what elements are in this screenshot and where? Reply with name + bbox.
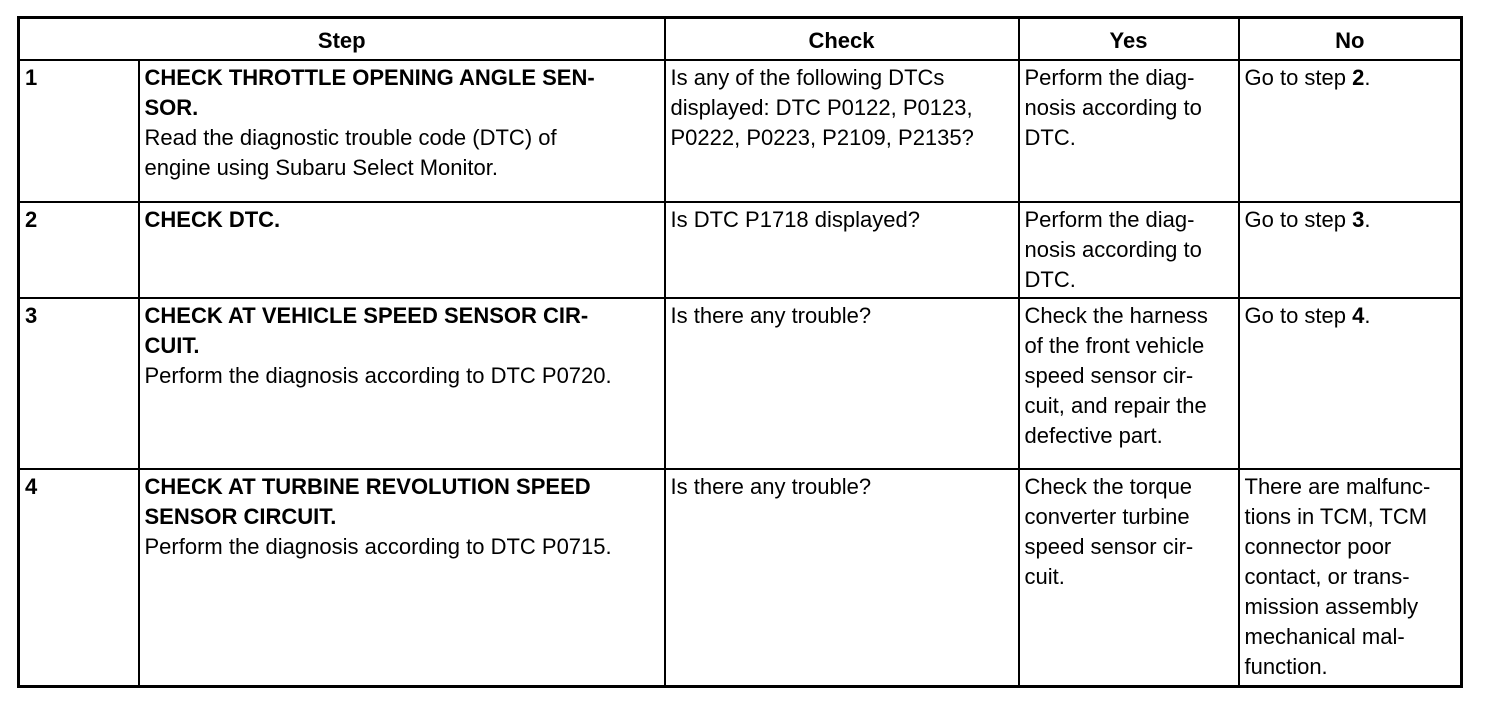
- no-cell: [1239, 298, 1462, 469]
- step-description: [139, 469, 665, 687]
- no-prefix: Go to step: [1244, 65, 1353, 90]
- no-step-link: 4: [1352, 303, 1365, 328]
- no-cell: [1239, 469, 1462, 687]
- yes-line: DTC.: [1024, 125, 1076, 150]
- step-description: [139, 202, 665, 298]
- no-step-link: 2: [1352, 65, 1365, 90]
- table-row: [19, 298, 1462, 469]
- yes-line: cuit.: [1024, 564, 1065, 589]
- no-line: mechanical mal-: [1244, 624, 1405, 649]
- header-yes: Yes: [1019, 18, 1239, 61]
- header-check: Check: [665, 18, 1019, 61]
- yes-line: DTC.: [1024, 267, 1076, 292]
- yes-line: Check the torque: [1024, 474, 1193, 499]
- step-desc-line: Read the diagnostic trouble code (DTC) of: [144, 125, 557, 150]
- yes-cell: [1019, 60, 1239, 202]
- check-line: displayed: DTC P0122, P0123,: [670, 95, 973, 120]
- header-step: Step: [19, 18, 665, 61]
- no-line: function.: [1244, 654, 1328, 679]
- step-number: 4: [19, 469, 139, 687]
- step-title-line: CHECK AT VEHICLE SPEED SENSOR CIR-: [144, 303, 589, 328]
- step-desc-line: Perform the diagnosis according to DTC P0715.: [144, 534, 612, 559]
- yes-line: nosis according to: [1024, 95, 1202, 120]
- check-line: P0222, P0223, P2109, P2135?: [670, 125, 974, 150]
- step-title-line: CHECK THROTTLE OPENING ANGLE SEN-: [144, 65, 595, 90]
- step-title-line: CUIT.: [144, 333, 200, 358]
- step-title-line: CHECK DTC.: [144, 207, 281, 232]
- yes-cell: [1019, 298, 1239, 469]
- yes-line: speed sensor cir-: [1024, 363, 1194, 388]
- check-line: Is DTC P1718 displayed?: [670, 207, 920, 232]
- no-suffix: .: [1364, 303, 1371, 328]
- yes-line: speed sensor cir-: [1024, 534, 1194, 559]
- yes-line: Perform the diag-: [1024, 65, 1195, 90]
- no-line: contact, or trans-: [1244, 564, 1410, 589]
- no-line: connector poor: [1244, 534, 1392, 559]
- check-line: Is there any trouble?: [670, 474, 872, 499]
- yes-line: cuit, and repair the: [1024, 393, 1207, 418]
- yes-line: of the front vehicle: [1024, 333, 1205, 358]
- step-title-line: CHECK AT TURBINE REVOLUTION SPEED: [144, 474, 591, 499]
- no-cell: [1239, 60, 1462, 202]
- table-row: [19, 469, 1462, 687]
- check-line: Is there any trouble?: [670, 303, 872, 328]
- header-no: No: [1239, 18, 1462, 61]
- no-cell: [1239, 202, 1462, 298]
- header-row: [19, 18, 1462, 61]
- no-prefix: Go to step: [1244, 207, 1353, 232]
- no-prefix: Go to step: [1244, 303, 1353, 328]
- no-suffix: .: [1364, 65, 1371, 90]
- step-number: 2: [19, 202, 139, 298]
- yes-cell: [1019, 202, 1239, 298]
- step-description: [139, 60, 665, 202]
- yes-line: converter turbine: [1024, 504, 1190, 529]
- check-cell: [665, 202, 1019, 298]
- step-number: 1: [19, 60, 139, 202]
- diagnostic-table: [17, 16, 1463, 688]
- no-step-link: 3: [1352, 207, 1365, 232]
- table-row: [19, 202, 1462, 298]
- table-row: [19, 60, 1462, 202]
- step-desc-line: Perform the diagnosis according to DTC P0720.: [144, 363, 612, 388]
- check-line: Is any of the following DTCs: [670, 65, 945, 90]
- yes-line: defective part.: [1024, 423, 1163, 448]
- yes-cell: [1019, 469, 1239, 687]
- check-cell: [665, 469, 1019, 687]
- step-desc-line: engine using Subaru Select Monitor.: [144, 155, 498, 180]
- no-line: tions in TCM, TCM: [1244, 504, 1428, 529]
- step-description: [139, 298, 665, 469]
- check-cell: [665, 60, 1019, 202]
- no-line: mission assembly: [1244, 594, 1419, 619]
- yes-line: Check the harness: [1024, 303, 1208, 328]
- yes-line: Perform the diag-: [1024, 207, 1195, 232]
- no-line: There are malfunc-: [1244, 474, 1431, 499]
- no-suffix: .: [1364, 207, 1371, 232]
- step-title-line: SOR.: [144, 95, 199, 120]
- yes-line: nosis according to: [1024, 237, 1202, 262]
- step-number: 3: [19, 298, 139, 469]
- check-cell: [665, 298, 1019, 469]
- step-title-line: SENSOR CIRCUIT.: [144, 504, 337, 529]
